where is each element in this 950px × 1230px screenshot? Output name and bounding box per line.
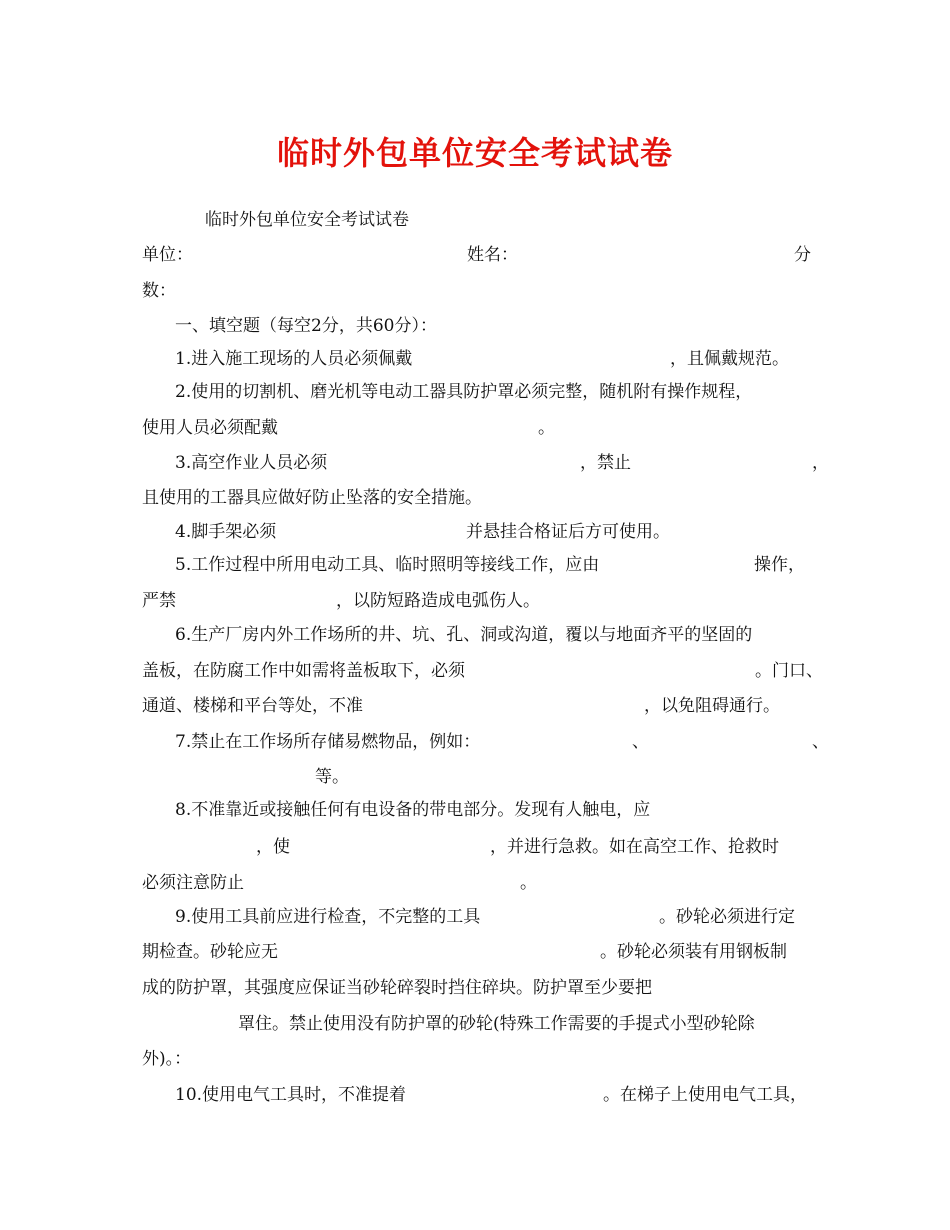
question-8-text-c: ，并进行急救。如在高空工作、抢救时 [490,837,779,857]
name-field-label: 姓名： [467,245,518,265]
question-6-text: 6.生产厂房内外工作场所的井、坑、孔、洞或沟道，覆以与地面齐平的坚固的 [175,625,753,645]
question-3-text-b: ，禁止 [580,453,631,473]
question-8-text-e: 。 [520,873,537,893]
question-8-text: 8.不准靠近或接触任何有电设备的带电部分。发现有人触电，应 [175,800,651,820]
question-7-sep-1: 、 [632,732,649,752]
question-2-text: 2.使用的切割机、磨光机等电动工器具防护罩必须完整，随机附有操作规程， [175,382,753,402]
question-6-text-c: 。门口、 [755,661,823,681]
question-9-text: 9.使用工具前应进行检查，不完整的工具 [175,907,481,927]
document-subtitle: 临时外包单位安全考试试卷 [205,210,409,230]
question-2-text-b: 使用人员必须配戴 [142,418,278,438]
question-4-text-end: 并悬挂合格证后方可使用。 [466,522,670,542]
section-heading: 一、填空题（每空2分，共60分）： [175,316,437,336]
unit-field-label: 单位： [142,245,193,265]
question-6-text-d: 通道、楼梯和平台等处，不准 [142,696,363,716]
score-field-label-b: 数： [142,281,176,301]
question-9-text-g: 外)。： [142,1049,192,1069]
question-3-text-c: ， [812,453,829,473]
question-9-text-c: 期检查。砂轮应无 [142,942,278,962]
question-7-sep-2: 、 [812,732,829,752]
question-9-text-b: 。砂轮必须进行定 [659,907,795,927]
question-5-text: 5.工作过程中所用电动工具、临时照明等接线工作，应由 [175,555,600,575]
score-field-label-a: 分 [794,245,811,265]
question-3-text-d: 且使用的工器具应做好防止坠落的安全措施。 [142,488,482,508]
question-6-text-b: 盖板，在防腐工作中如需将盖板取下，必须 [142,661,465,681]
question-1-text-end: ，且佩戴规范。 [670,349,789,369]
question-2-text-end: 。 [538,418,555,438]
question-8-text-b: ，使 [256,837,290,857]
question-10-text-b: 。在梯子上使用电气工具， [603,1085,807,1105]
document-title: 临时外包单位安全考试试卷 [276,134,673,172]
question-10-text: 10.使用电气工具时，不准提着 [175,1085,407,1105]
question-9-text-d: 。砂轮必须装有用钢板制 [600,942,787,962]
question-1-text: 1.进入施工现场的人员必须佩戴 [175,349,413,369]
question-6-text-e: ，以免阻碍通行。 [644,696,780,716]
question-5-text-c: 严禁 [142,591,176,611]
question-3-text: 3.高空作业人员必须 [175,453,328,473]
question-9-text-f: 罩住。禁止使用没有防护罩的砂轮(特殊工作需要的手提式小型砂轮除 [238,1014,755,1034]
question-7-text: 7.禁止在工作场所存储易燃物品，例如： [175,732,481,752]
question-7-text-end: 等。 [315,767,349,787]
question-5-text-b: 操作， [754,555,805,575]
question-8-text-d: 必须注意防止 [142,873,244,893]
question-5-text-d: ，以防短路造成电弧伤人。 [336,591,540,611]
question-4-text: 4.脚手架必须 [175,522,277,542]
question-9-text-e: 成的防护罩，其强度应保证当砂轮碎裂时挡住碎块。防护罩至少要把 [142,978,652,998]
